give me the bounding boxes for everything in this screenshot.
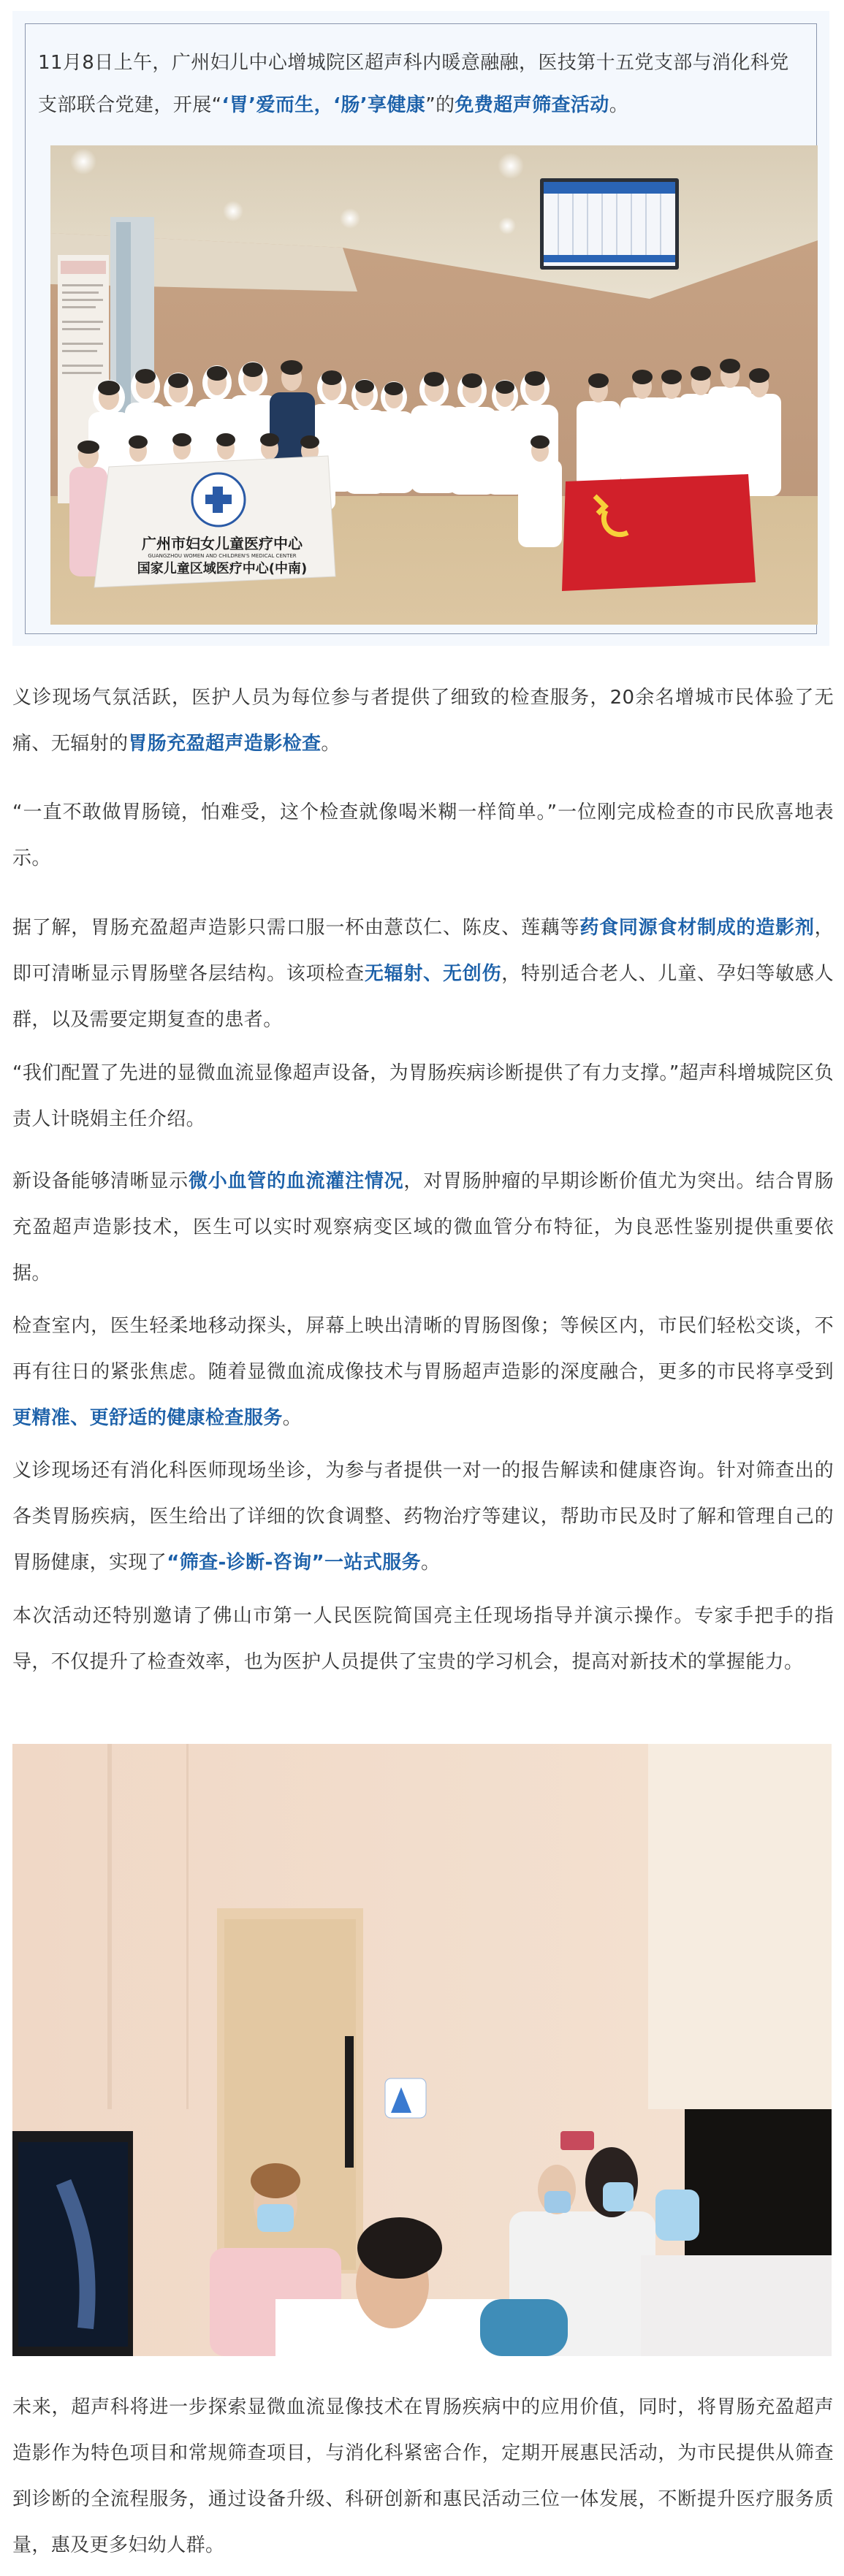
svg-text:GUANGZHOU WOMEN AND CHILDREN'S: GUANGZHOU WOMEN AND CHILDREN'S MEDICAL CENTER — [148, 553, 297, 559]
text-segment: 11月8日上午，广州妇儿中心增城院区超声科内暖意融融，医技第十五党支部与消化科党支部联合党建，开展“ — [38, 52, 789, 116]
highlight-text: “筛查-诊断-咨询”一站式服务 — [167, 1552, 421, 1574]
text-segment: ，即可清晰显示胃肠壁各层结构。该项检查 — [12, 917, 834, 985]
text-segment: 义诊现场气氛活跃，医护人员为每位参与者提供了细致的检查服务，20余名增城市民体验了无痛、无辐射的 — [12, 687, 834, 755]
ultrasound-demo-photo — [12, 1744, 832, 2356]
intro-frame — [12, 11, 829, 646]
group-photo — [50, 145, 818, 625]
closing-paragraph — [12, 2385, 834, 2569]
highlight-text: 更精准、更舒适的健康检查服务 — [12, 1407, 283, 1429]
text-segment: 新设备能够清晰显示 — [12, 1170, 189, 1192]
paragraph — [12, 1159, 834, 1297]
text-segment: 未来，超声科将进一步探索显微血流显像技术在胃肠疾病中的应用价值，同时，将胃肠充盈超声造影作为特色项目和常规筛查项目，与消化科紧密合作，定期开展惠民活动，为市民提供从筛查到诊断的全流程服务，通过设备升级、科研创新和惠民活动三位一体发展，不断提升医疗服务质量，惠及更多妇幼人群。 — [12, 2396, 834, 2556]
text-segment: 。 — [321, 733, 341, 755]
intro-frame-border — [25, 23, 817, 634]
text-segment: “一直不敢做胃肠镜，怕难受，这个检查就像喝米糊一样简单。”一位刚完成检查的市民欣喜地表示。 — [12, 801, 834, 869]
highlight-text: 免费超声筛查活动 — [455, 94, 609, 116]
text-segment: 本次活动还特别邀请了佛山市第一人民医院简国亮主任现场指导并演示操作。专家手把手的指导，不仅提升了检查效率，也为医护人员提供了宝贵的学习机会，提高对新技术的掌握能力。 — [12, 1605, 834, 1673]
text-segment: 。 — [420, 1552, 441, 1574]
intro-paragraph — [38, 42, 807, 126]
paragraph — [12, 1448, 834, 1586]
text-segment: 检查室内，医生轻柔地移动探头，屏幕上映出清晰的胃肠图像；等候区内，市民们轻松交谈，不再有往日的紧张焦虑。随着显微血流成像技术与胃肠超声造影的深度融合，更多的市民将享受到 — [12, 1315, 834, 1383]
text-segment: “我们配置了先进的显微血流显像超声设备，为胃肠疾病诊断提供了有力支撑。”超声科增城院区负责人计晓娟主任介绍。 — [12, 1062, 834, 1130]
paragraph — [12, 790, 834, 882]
text-segment: 。 — [609, 94, 629, 116]
text-segment: ，特别适合老人、儿童、孕妇等敏感人群，以及需要定期复查的患者。 — [12, 963, 834, 1031]
paragraph — [12, 1303, 834, 1441]
text-segment: 。 — [282, 1407, 303, 1429]
paragraph — [12, 675, 834, 767]
paragraph — [12, 905, 834, 1043]
text-segment: 义诊现场还有消化科医师现场坐诊，为参与者提供一对一的报告解读和健康咨询。针对筛查出的各类胃肠疾病，医生给出了详细的饮食调整、药物治疗等建议，帮助市民及时了解和管理自己的胃肠健康，实现了 — [12, 1460, 834, 1574]
paragraph — [12, 1051, 834, 1143]
highlight-text: 药食同源食材制成的造影剂 — [579, 917, 815, 939]
highlight-text: ‘胃’爱而生，‘肠’享健康 — [221, 94, 426, 116]
highlight-text: 无辐射、无创伤 — [364, 963, 502, 985]
svg-text:广州市妇女儿童医疗中心: 广州市妇女儿童医疗中心 — [142, 535, 303, 552]
highlight-text: 微小血管的血流灌注情况 — [188, 1170, 404, 1192]
svg-text:国家儿童区域医疗中心(中南): 国家儿童区域医疗中心(中南) — [137, 561, 308, 576]
paragraph — [12, 1593, 834, 1685]
text-segment: ，对胃肠肿瘤的早期诊断价值尤为突出。结合胃肠充盈超声造影技术，医生可以实时观察病变区域的微血管分布特征，为良恶性鉴别提供重要依据。 — [12, 1170, 834, 1284]
text-segment: 据了解，胃肠充盈超声造影只需口服一杯由薏苡仁、陈皮、莲藕等 — [12, 917, 580, 939]
text-segment: ”的 — [425, 94, 455, 116]
highlight-text: 胃肠充盈超声造影检查 — [128, 733, 322, 755]
